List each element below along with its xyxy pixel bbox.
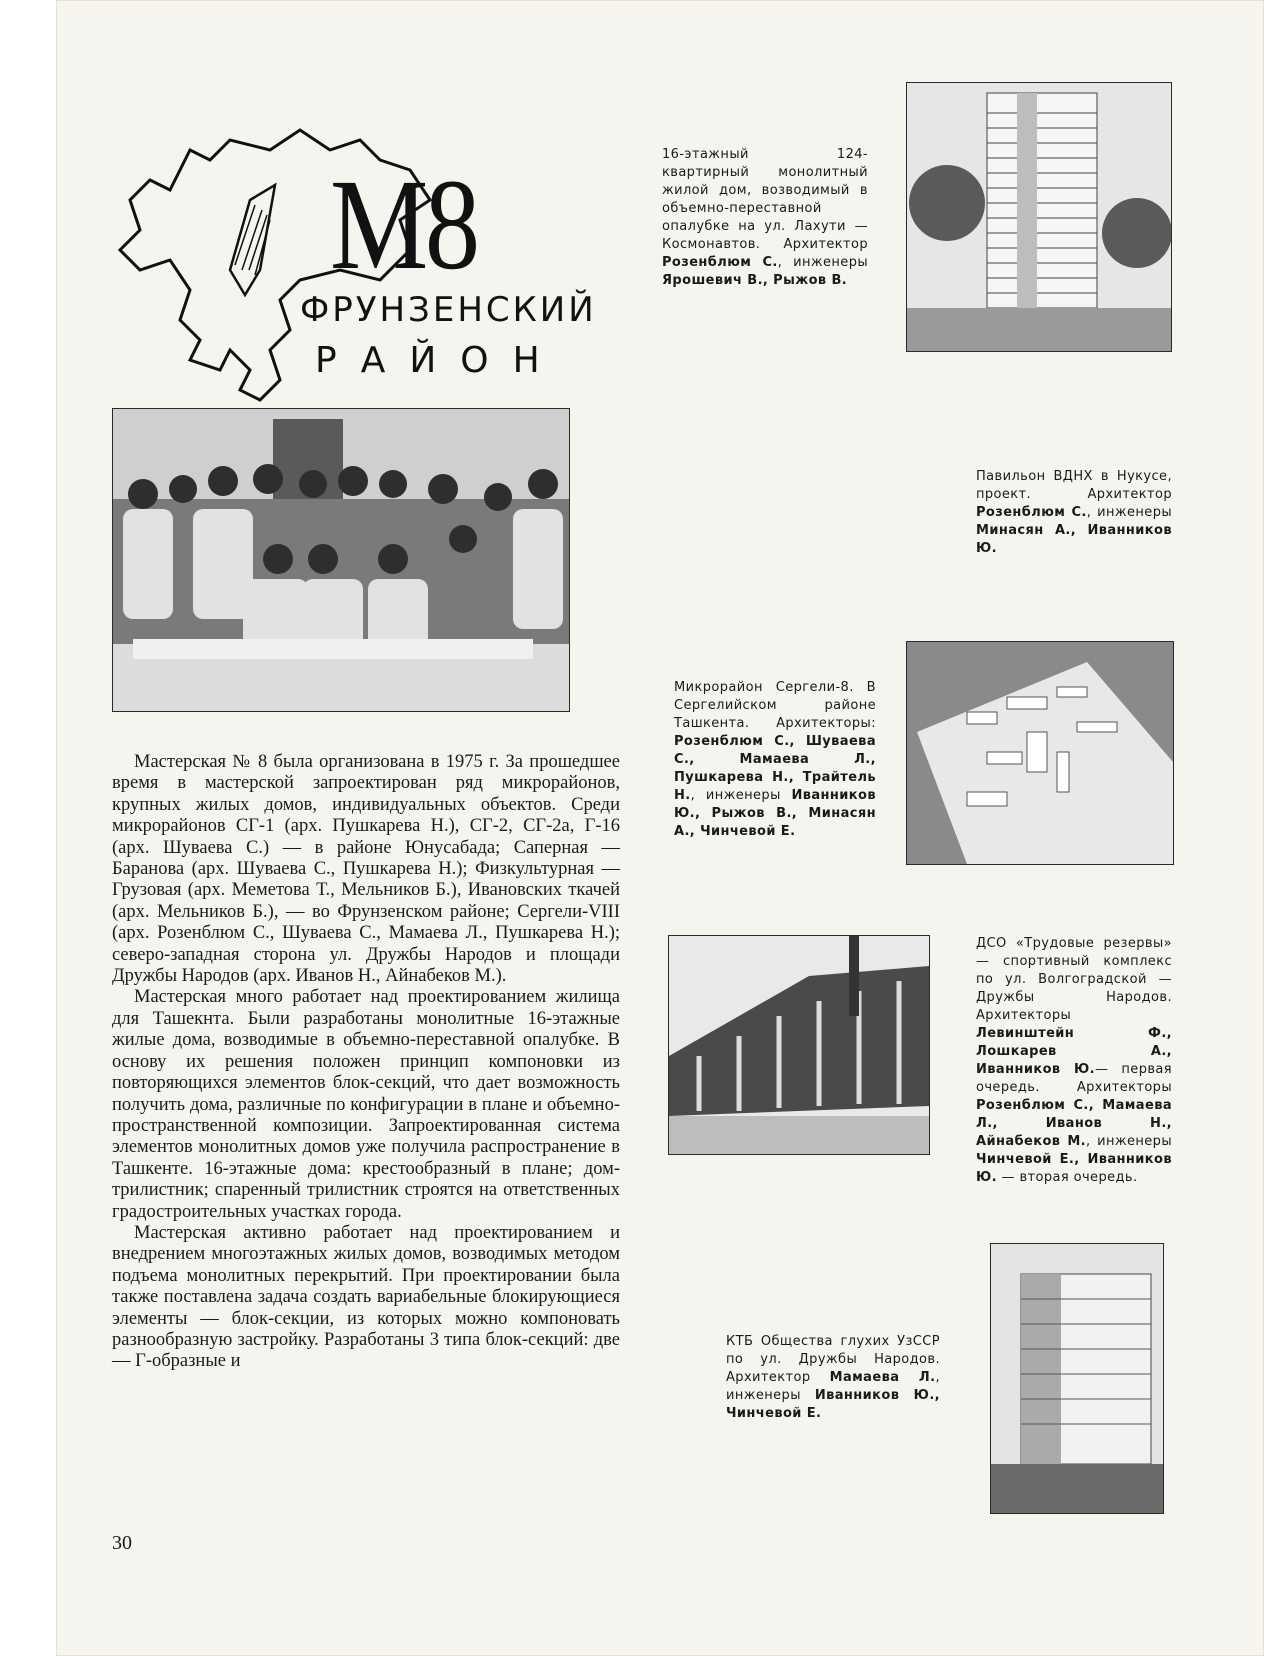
caption-sergeli <box>674 679 876 841</box>
district-name-line1: ФРУНЗЕНСКИЙ <box>300 290 597 330</box>
caption-author: Минасян А., Иванников Ю. <box>976 523 1172 556</box>
caption-text: ДСО «Трудовые резервы» — спортивный комплекс по ул. Волгоградской — Дружбы Народов. Архитекторы <box>976 936 1172 1023</box>
caption-text: 16-этажный 124-квартирный монолитный жилой дом, возводимый в объемно-переставной опалубке на ул. Лахути — Космонавтов. Архитектор <box>662 147 868 252</box>
district-name-line2: РАЙОН <box>315 340 564 381</box>
caption-author: Левинштейн Ф., Лошкарев А., Иванников Ю. <box>976 1026 1172 1077</box>
caption-author: Иванников Ю., Чинчевой Е. <box>726 1388 941 1421</box>
caption-sports-complex <box>976 935 1172 1187</box>
caption-author: Розенблюм С., Шуваева С., Мамаева Л., Пушкарева Н., Трайтель Н. <box>674 734 876 803</box>
ktb-building-photo <box>990 1243 1164 1514</box>
caption-vdnh-pavilion <box>976 468 1172 558</box>
article-paragraph: Мастерская № 8 была организована в 1975 г. За прошедшее время в мастерской запроектирован ряд микрорайонов, крупных жилых домов, индивидуальных объектов. Среди микрорайонов СГ-1 (арх. Пушкарева Н.), СГ-2, СГ-2а, Г-16 (арх. Шуваева С.) — в районе Юнусабада; Саперная — Баранова (арх. Шуваева С., Пушкарева Н.); Физкультурная — Грузовая (арх. Меметова Т., Мельников Б.), Ивановских ткачей (арх. Мельников Б.), — во Фрунзенском районе; Сергели-VIII (арх. Розенблюм С., Шуваева С., Мамаева Л., Пушкарева Н.); северо-западная сторона ул. Дружбы Народов и площади Дружбы Народов (арх. Иванов Н., Айнабеков М.). <box>112 752 620 987</box>
caption-text: Микрорайон Сергели-8. В Сергелийском районе Ташкента. Архитекторы: <box>674 680 876 731</box>
caption-author: Иванников Ю., Рыжов В., Минасян А., Чинчевой Е. <box>674 788 876 839</box>
caption-text: — вторая очередь. <box>997 1170 1138 1185</box>
caption-author: Чинчевой Е., Иванников Ю. <box>976 1152 1172 1185</box>
sergeli-model-photo <box>906 641 1174 865</box>
caption-text: КТБ Общества глухих УзССР по ул. Дружбы Народов. Архитектор <box>726 1334 940 1385</box>
caption-text: , инженеры <box>1086 1134 1172 1149</box>
caption-text: , инженеры <box>777 255 869 270</box>
caption-text: Павильон ВДНХ в Нукусе, проект. Архитектор <box>976 469 1172 502</box>
caption-text: , инженеры <box>1086 505 1173 520</box>
sports-complex-photo <box>668 935 930 1155</box>
caption-author: Ярошевич В., Рыжов В. <box>662 273 848 288</box>
article-paragraph: Мастерская много работает над проектированием жилища для Ташекнта. Были разработаны монолитные 16-этажные жилые дома, возводимые в объемно-переставной опалубке. В основу их решения положен принцип компоновки из повторяющихся элементов блок-секций, что дает возможность получить дома, различные по конфигурации в плане и объемно-пространственной композиции. Запроектированная система элементов монолитных домов уже получила распространение в Ташкенте. 16-этажные дома: крестообразный в плане; дом-трилистник; спаренный трилистник строятся на ответственных градостроительных участках города. <box>112 987 620 1222</box>
caption-ktb-building <box>726 1333 940 1423</box>
page-number: 30 <box>112 1532 132 1554</box>
monolithic-house-photo <box>906 82 1172 352</box>
article-paragraph: Мастерская активно работает над проектированием и внедрением многоэтажных жилых домов, возводимых методом подъема монолитных перекрытий. При проектировании была также поставлена задача создать вариабельные блокирующиеся элементы — блок-секции, из которых можно компоновать разнообразную застройку. Разработаны 3 типа блок-секций: две — Г-образные и <box>112 1222 620 1372</box>
team-group-photo <box>112 408 570 712</box>
caption-author: Розенблюм С. <box>976 505 1087 520</box>
workshop-code: М8 <box>330 153 477 297</box>
caption-author: Мамаева Л. <box>829 1370 936 1385</box>
caption-text: — первая очередь. Архитекторы <box>976 1062 1172 1095</box>
caption-text: , инженеры <box>726 1370 940 1403</box>
article-body <box>112 752 620 1373</box>
caption-author: Розенблюм С. <box>662 255 778 270</box>
caption-author: Розенблюм С., Мамаева Л., Иванов Н., Айнабеков М. <box>976 1098 1172 1149</box>
caption-monolithic-house <box>662 146 868 290</box>
caption-text: , инженеры <box>690 788 792 803</box>
